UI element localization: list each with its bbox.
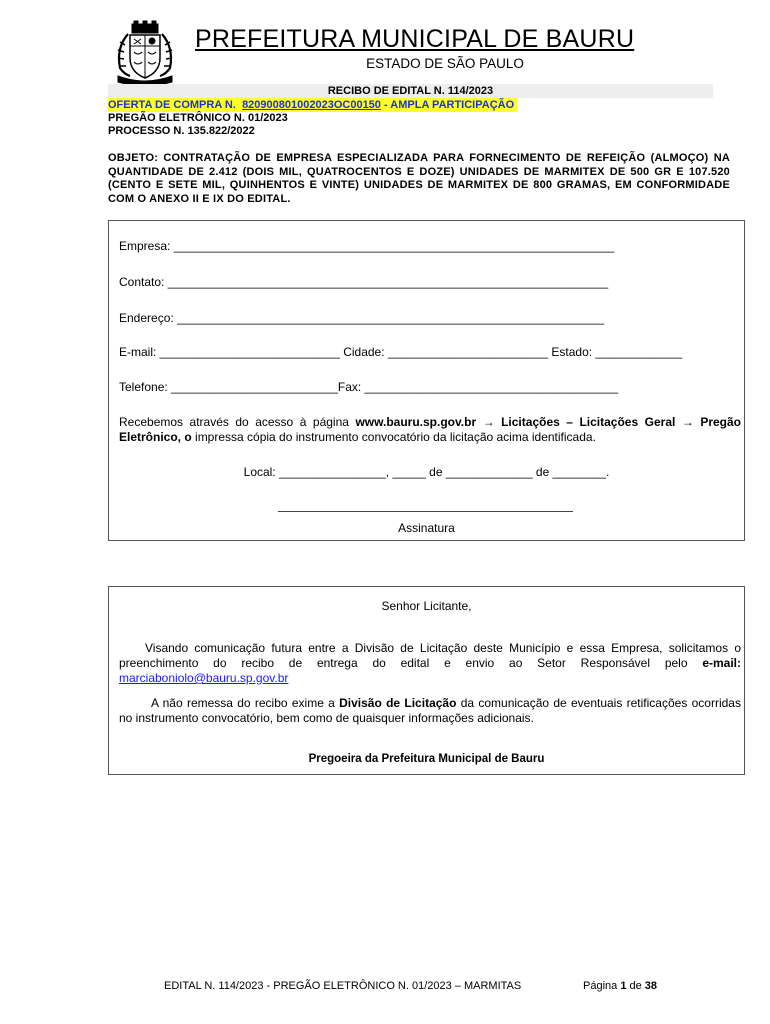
oferta-line xyxy=(108,98,517,112)
endereco-field[interactable]: Endereço: ________________________________________________________________ xyxy=(119,311,605,325)
contato-field[interactable]: Contato: __________________________________________________________________ xyxy=(119,275,609,289)
footer-page-label: Página xyxy=(583,980,621,992)
receipt-statement-intro: Recebemos através do acesso à página xyxy=(119,415,356,429)
footer-page-of: de xyxy=(626,980,645,992)
signature-label: Assinatura xyxy=(398,521,455,535)
empresa-field[interactable]: Empresa: __________________________________________________________________ xyxy=(119,239,615,253)
notice-p2-bold: Divisão de Licitação xyxy=(339,696,457,710)
telefone-fax-row[interactable]: Telefone: _________________________Fax: ______________________________________ xyxy=(119,380,619,394)
notice-signatory: Pregoeira da Prefeitura Municipal de Bauru xyxy=(308,753,545,765)
pregao-line: PREGÃO ELETRÔNICO N. 01/2023 xyxy=(108,112,288,124)
recibo-heading: RECIBO DE EDITAL N. 114/2023 xyxy=(327,85,494,97)
footer-page-total: 38 xyxy=(644,980,658,992)
notice-paragraph-2 xyxy=(119,696,741,726)
municipal-seal-icon xyxy=(110,20,180,86)
local-date-field[interactable]: Local: ________________, _____ de _____________ de ________. xyxy=(243,465,610,479)
notice-greeting: Senhor Licitante, xyxy=(381,599,472,613)
objeto-paragraph: OBJETO: CONTRATAÇÃO DE EMPRESA ESPECIALIZADA PARA FORNECIMENTO DE REFEIÇÃO (ALMOÇO) NA QUANTIDADE DE 2.412 (DOIS MIL, QUATROCENTOS E DOZE) UNIDADES DE MARMITEX DE 500 GR E 107.520 (CENTO E SETE MIL, QUINHENTOS E VINTE) UNIDADES DE MARMITEX DE 800 GRAMAS, EM CONFORMIDADE COM O ANEXO II E IX DO EDITAL. xyxy=(108,152,730,205)
receipt-site-path: www.bauru.sp.gov.br → Licitações – Licitações Geral → Pregão Eletrônico, o xyxy=(119,415,741,444)
footer-page-current: 1 xyxy=(620,980,627,992)
processo-line: PROCESSO N. 135.822/2022 xyxy=(108,125,255,137)
oferta-label: OFERTA DE COMPRA N. xyxy=(108,99,236,111)
notice-p1-text: Visando comunicação futura entre a Divisão de Licitação deste Município e essa Empresa, solicitamos o preenchimento do recibo de entrega do edital e envio ao Setor Responsável pelo xyxy=(119,641,741,670)
signature-line xyxy=(278,511,573,512)
oferta-number: 820900801002023OC00150 xyxy=(242,99,381,111)
oferta-suffix: - AMPLA PARTICIPAÇÃO xyxy=(380,99,515,111)
page-subtitle: ESTADO DE SÃO PAULO xyxy=(366,56,524,71)
page-title: PREFEITURA MUNICIPAL DE BAURU xyxy=(195,25,635,53)
email-cidade-estado-row[interactable]: E-mail: ___________________________ Cidade: ________________________ Estado: _____________ xyxy=(119,345,683,359)
notice-p2-start: A não remessa do recibo exime a xyxy=(151,696,340,710)
footer-page-number xyxy=(583,979,657,993)
notice-p2-end: da comunicação de eventuais retificações ocorridas no instrumento convocatório, bem como de quaisquer informações adicionais. xyxy=(119,696,741,725)
receipt-statement-end: impressa cópia do instrumento convocatório da licitação acima identificada. xyxy=(191,430,596,444)
notice-paragraph-1 xyxy=(119,641,741,686)
notice-email-label: e-mail: xyxy=(702,656,741,670)
notice-email-link[interactable]: marciaboniolo@bauru.sp.gov.br xyxy=(119,671,289,685)
footer-edital: EDITAL N. 114/2023 - PREGÃO ELETRÔNICO N. 01/2023 – MARMITAS xyxy=(164,980,522,992)
receipt-statement xyxy=(119,415,741,445)
